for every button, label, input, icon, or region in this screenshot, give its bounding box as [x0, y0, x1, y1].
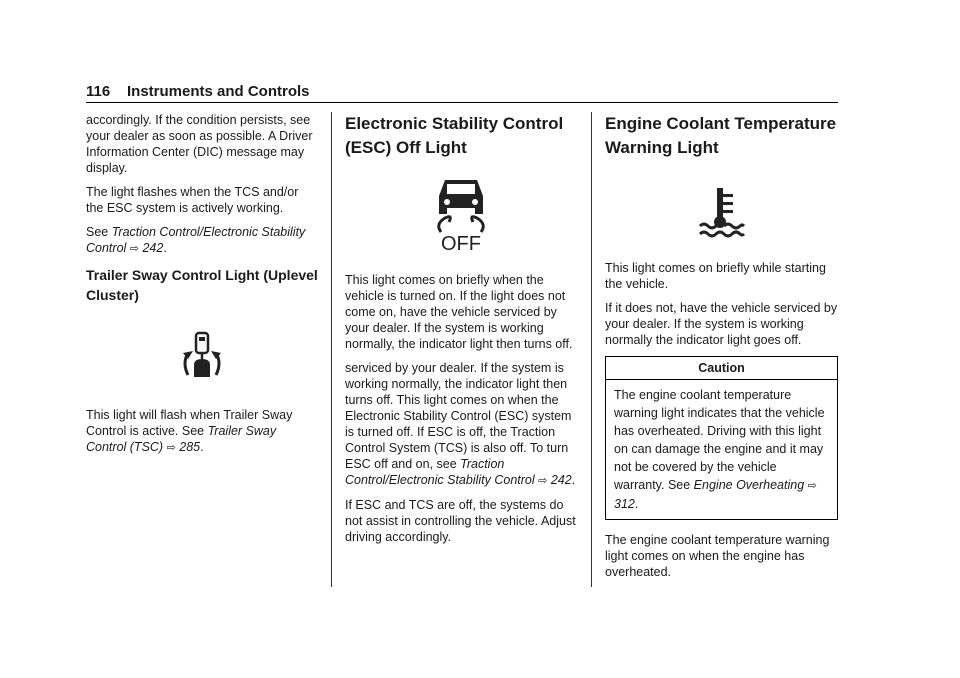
see-prefix: See [86, 225, 112, 239]
page-number: 116 [86, 83, 111, 100]
caution-title: Caution [606, 357, 837, 380]
arrow-icon: ⇨ [166, 442, 176, 454]
paragraph: If it does not, have the vehicle serviced by your dealer. If the system is working normally the indicator light goes off. [605, 301, 838, 347]
paragraph: This light comes on briefly when the vehicle is turned on. If the light does not come on, have the vehicle serviced by your dealer. If the system is working normally, the indicator light then turns off. [345, 273, 573, 351]
cross-reference: See Traction Control/Electronic Stability Control ⇨ 242. [86, 225, 306, 255]
heading-coolant-temp: Engine Coolant Temperature Warning Light [605, 114, 837, 157]
header-rule [86, 102, 838, 103]
xref-link[interactable]: Engine Overheating [693, 478, 805, 492]
paragraph: accordingly. If the condition persists, see your dealer as soon as possible. A Driver Information Center (DIC) message may display. [86, 113, 313, 175]
paragraph: The engine coolant temperature warning light comes on when the engine has overheated. [605, 533, 830, 579]
paragraph: This light will flash when Trailer Sway Control is active. See Trailer Sway Control (TSC) ⇨ 285. [86, 408, 293, 454]
paragraph: This light comes on briefly while starting the vehicle. [605, 261, 826, 291]
trailer-sway-icon-wrap [86, 331, 318, 381]
xref-page[interactable]: 242 [550, 473, 572, 487]
xref-link[interactable]: Traction Control/Electronic Stability Control [86, 225, 306, 255]
paragraph: The light flashes when the TCS and/or the ESC system is actively working. [86, 185, 299, 215]
coolant-icon-wrap [605, 186, 838, 238]
caution-box [605, 356, 838, 520]
trailer-sway-icon [180, 331, 224, 381]
esc-off-icon-wrap [345, 174, 577, 254]
column-3 [605, 112, 838, 588]
xref-page[interactable]: 242 [142, 241, 164, 255]
column-1 [86, 112, 318, 464]
heading-trailer-sway: Trailer Sway Control Light (Uplevel Cluster) [86, 267, 318, 303]
column-2 [345, 112, 577, 553]
xref-link[interactable]: Traction Control/Electronic Stability Control [345, 457, 535, 487]
paragraph: If ESC and TCS are off, the systems do not assist in controlling the vehicle. Adjust driving accordingly. [345, 498, 576, 544]
caution-body: The engine coolant temperature warning light indicates that the vehicle has overheated. Driving with this light on can damage the engine and it may not be covered by the vehicle warranty. See Engine Overheating ⇨ 312. [614, 388, 825, 511]
paragraph: serviced by your dealer. If the system is working normally, the indicator light then turns off. This light comes on when the Electronic Stability Control (ESC) system is turned off. If ESC is off, the Traction Control System (TCS) is also off. To turn ESC off and on, see Traction Control/Electronic Stability Control ⇨ 242. [345, 361, 576, 487]
xref-page[interactable]: 312 [614, 497, 635, 511]
heading-esc-off: Electronic Stability Control (ESC) Off Light [345, 114, 564, 157]
coolant-temperature-icon [698, 186, 746, 238]
xref-page[interactable]: 285 [179, 440, 201, 454]
xref-link[interactable]: Trailer Sway Control (TSC) [86, 424, 277, 454]
esc-off-icon [431, 174, 491, 254]
arrow-icon: ⇨ [129, 243, 139, 255]
arrow-icon: ⇨ [807, 480, 817, 492]
column-divider [591, 112, 592, 587]
column-divider [331, 112, 332, 587]
section-title: Instruments and Controls [127, 83, 310, 100]
esc-off-label: OFF [441, 233, 481, 254]
arrow-icon: ⇨ [538, 475, 548, 487]
